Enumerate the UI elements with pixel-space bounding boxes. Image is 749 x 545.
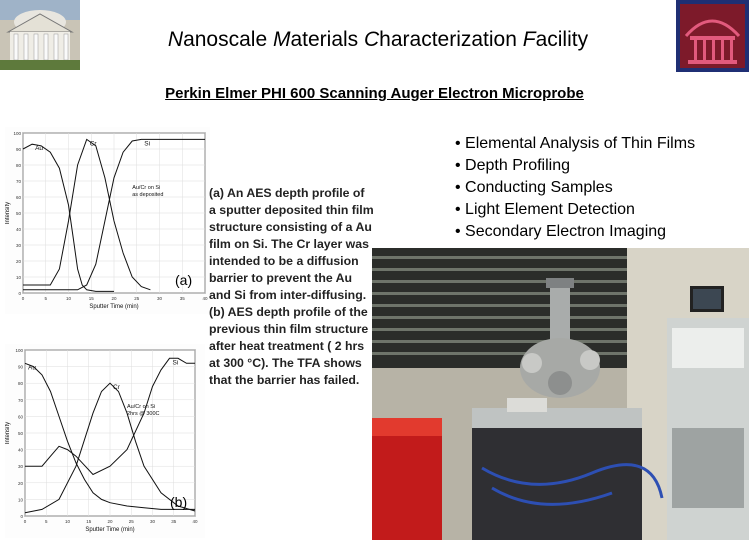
chart-annotation: 2hrs @ 300C: [127, 411, 160, 418]
x-tick-label: 0: [21, 296, 25, 301]
chart-annotation: Au/Cr on Si: [127, 404, 156, 411]
x-tick-label: 5: [44, 296, 48, 301]
y-tick-label: 100: [15, 348, 23, 353]
chart-a-svg: [5, 127, 210, 314]
title-rest-3: haracterization: [379, 28, 523, 51]
university-logo-right: [676, 0, 749, 72]
y-tick-label: 70: [17, 397, 23, 403]
panel-label: (b): [170, 494, 188, 510]
rotunda-emblem-icon: [676, 0, 749, 72]
y-tick-label: 20: [15, 259, 21, 264]
x-tick-label: 25: [128, 519, 134, 524]
x-tick-label: 40: [202, 296, 208, 301]
feature-item: • Elemental Analysis of Thin Films: [455, 135, 696, 152]
y-tick-label: 50: [17, 431, 23, 436]
feature-item: • Depth Profiling: [455, 157, 570, 174]
x-tick-label: 20: [111, 296, 117, 301]
y-tick-label: 60: [15, 195, 21, 200]
x-tick-label: 10: [64, 519, 71, 524]
y-tick-label: 0: [18, 291, 21, 296]
instrument-photo: [372, 248, 749, 540]
title-cap-4: F: [522, 28, 536, 51]
x-tick-label: 35: [179, 296, 185, 301]
y-tick-label: 100: [13, 131, 21, 136]
x-tick-label: 0: [23, 519, 27, 524]
y-tick-label: 10: [17, 497, 23, 503]
feature-item: • Secondary Electron Imaging: [455, 223, 667, 240]
rotunda-building-icon: [0, 0, 80, 70]
y-tick-label: 30: [17, 464, 23, 470]
title-rest-2: aterials: [290, 28, 364, 51]
y-tick-label: 90: [17, 364, 23, 370]
depth-profile-chart-a: [5, 127, 210, 314]
y-tick-label: 30: [15, 243, 21, 248]
x-tick-label: 30: [149, 519, 156, 524]
y-tick-label: 20: [17, 480, 23, 486]
title-rest-4: acility: [535, 28, 589, 51]
series-label-si: Si: [144, 140, 151, 148]
x-tick-label: 30: [156, 296, 163, 301]
y-axis-label: Intensity: [5, 201, 11, 225]
series-label-au: Au: [28, 364, 36, 372]
x-tick-label: 15: [88, 296, 94, 301]
chart-b-svg: [5, 344, 205, 538]
x-axis-label: Sputter Time (min): [85, 527, 135, 533]
series-label-cr: Cr: [113, 384, 120, 392]
y-tick-label: 70: [15, 179, 21, 184]
y-axis-label: Intensity: [5, 421, 11, 445]
chart-annotation: Au/Cr on Si: [132, 185, 161, 191]
y-tick-label: 90: [15, 147, 21, 152]
feature-list: [455, 133, 695, 243]
y-tick-label: 50: [15, 211, 21, 216]
x-tick-label: 25: [134, 296, 140, 301]
y-tick-label: 60: [17, 414, 23, 420]
university-logo-left: [0, 0, 80, 70]
x-tick-label: 5: [44, 519, 48, 524]
y-tick-label: 40: [15, 227, 21, 232]
x-tick-label: 35: [171, 519, 177, 524]
y-tick-label: 0: [20, 514, 23, 519]
feature-item: • Light Element Detection: [455, 201, 635, 218]
auger-microprobe-image: [372, 248, 749, 540]
page-title: [80, 28, 676, 52]
chart-annotation: as deposited: [132, 192, 164, 198]
page-subtitle: Perkin Elmer PHI 600 Scanning Auger Electron Microprobe: [165, 85, 584, 102]
series-label-si: Si: [172, 359, 179, 367]
y-tick-label: 80: [15, 163, 21, 168]
series-label-cr: Cr: [89, 140, 97, 148]
x-tick-label: 40: [192, 519, 198, 524]
x-tick-label: 20: [107, 519, 113, 524]
y-tick-label: 80: [17, 381, 23, 387]
y-tick-label: 40: [17, 447, 23, 453]
x-tick-label: 15: [86, 519, 92, 524]
feature-item: • Conducting Samples: [455, 179, 613, 196]
title-rest-1: anoscale: [183, 28, 273, 51]
y-tick-label: 10: [15, 275, 21, 280]
x-axis-label: Sputter Time (min): [89, 304, 139, 310]
title-cap-1: N: [167, 28, 184, 51]
panel-label: (a): [175, 272, 193, 288]
depth-profile-chart-b: [5, 344, 205, 538]
series-label-au: Au: [35, 145, 44, 153]
title-cap-3: C: [364, 28, 380, 51]
x-tick-label: 10: [65, 296, 72, 301]
figure-caption: (a) An AES depth profile of a sputter deposited thin film structure consisting of a Au film on Si. The Cr layer was intended to be a diffusion barrier to prevent the Au and Si from inter-diffusing. (b) AES depth profile of the previous thin film structure after heat treatment ( 2 hrs at 300 °C). The TFA shows that the barrier has failed.: [209, 186, 374, 387]
title-cap-2: M: [272, 28, 291, 51]
